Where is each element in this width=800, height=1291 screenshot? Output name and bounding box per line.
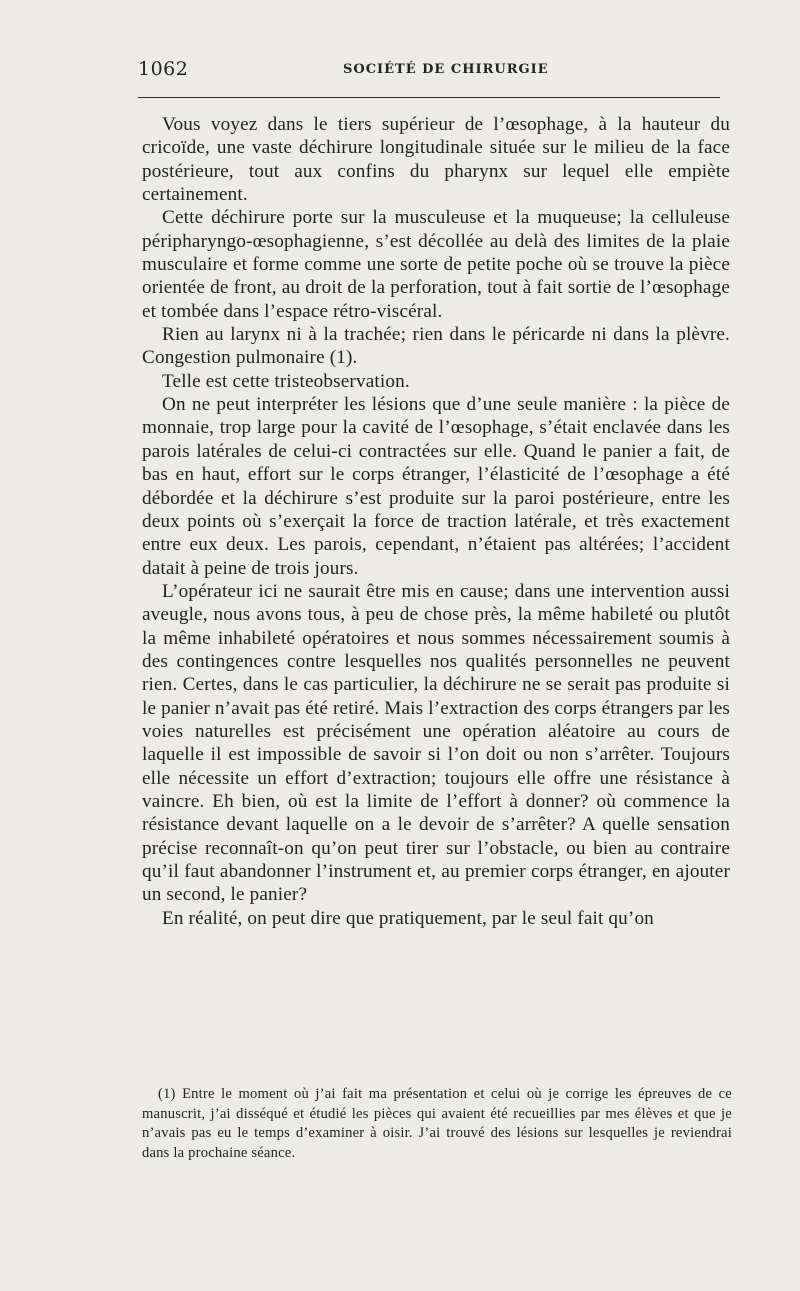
paragraph: En réalité, on peut dire que pratiquement, par le seul fait qu’on	[162, 907, 654, 929]
paragraph: On ne peut interpréter les lésions que d’une seule manière : la pièce de monnaie, trop large pour la cavité de l’œsophage, s’était enclavée dans les parois latérales de celui-ci contractées sur elle. Quand le panier a fait, de bas en haut, effort sur le corps étranger, l’élasticité de l’œsophage a été débordée et la déchirure s’est produite sur la paroi postérieure, entre les deux points où s’exerçait la force de traction latérale, et très exactement entre eux deux. Les parois, cependant, n’étaient pas altérées; l’accident datait à peine de trois jours.	[142, 394, 730, 579]
footnote	[142, 1085, 732, 1163]
paragraph: Rien au larynx ni à la trachée; rien dans le péricarde ni dans la plèvre. Congestion pulmonaire (1).	[142, 324, 730, 369]
header-rule	[138, 97, 720, 98]
paragraph: L’opérateur ici ne saurait être mis en cause; dans une intervention aussi aveugle, nous avons tous, à peu de chose près, la même habileté ou plutôt la même inhabileté opératoires et nous sommes nécessairement soumis à des contingences contre lesquelles nos qualités personnelles ne peuvent rien. Certes, dans le cas particulier, la déchirure ne se serait pas produite si le panier n’avait pas été retiré. Mais l’extraction des corps étrangers par les voies naturelles est précisément une opération aléatoire au cours de laquelle il est impossible de savoir si l’on doit ou non s’arrêter. Toujours elle nécessite un effort d’extraction; toujours elle offre une résistance à vaincre. Eh bien, où est la limite de l’effort à donner? où commence la résistance devant laquelle on a le devoir de s’arrêter? A quelle sensation précise reconnaît-on qu’on peut tirer sur l’obstacle, ou bien au contraire qu’il faut abandonner l’instrument et, au premier corps étranger, en ajouter un second, le panier?	[142, 580, 730, 906]
body-text	[142, 113, 730, 930]
paragraph: Cette déchirure porte sur la musculeuse et la muqueuse; la celluleuse péripharyngo-œsophagienne, s’est décollée au delà des limites de la plaie musculaire et forme comme une sorte de petite poche où se trouve la pièce orientée de front, au droit de la perforation, tout à fait sortie de l’œsophage et tombée dans l’espace rétro-viscéral.	[142, 207, 730, 322]
paragraph: Vous voyez dans le tiers supérieur de l’œsophage, à la hauteur du cricoïde, une vaste déchirure longitudinale située sur le milieu de la face postérieure, tout aux confins du pharynx sur lequel elle empiète certainement.	[142, 114, 730, 206]
page-number: 1062	[138, 58, 189, 80]
page-header	[138, 58, 698, 84]
paragraph: Telle est cette tristeobservation.	[162, 370, 410, 392]
footnote-text: (1) Entre le moment où j’ai fait ma présentation et celui où je corrige les épreuves de ce manuscrit, j’ai disséqué et étudié les pièces qui avaient été recueillies par mes élèves et que je n’avais pas eu le temps d’examiner à oisir. J’ai trouvé des lésions sur lesquelles je reviendrai dans la prochaine séance.	[142, 1086, 732, 1161]
running-title: SOCIÉTÉ DE CHIRURGIE	[343, 62, 549, 77]
